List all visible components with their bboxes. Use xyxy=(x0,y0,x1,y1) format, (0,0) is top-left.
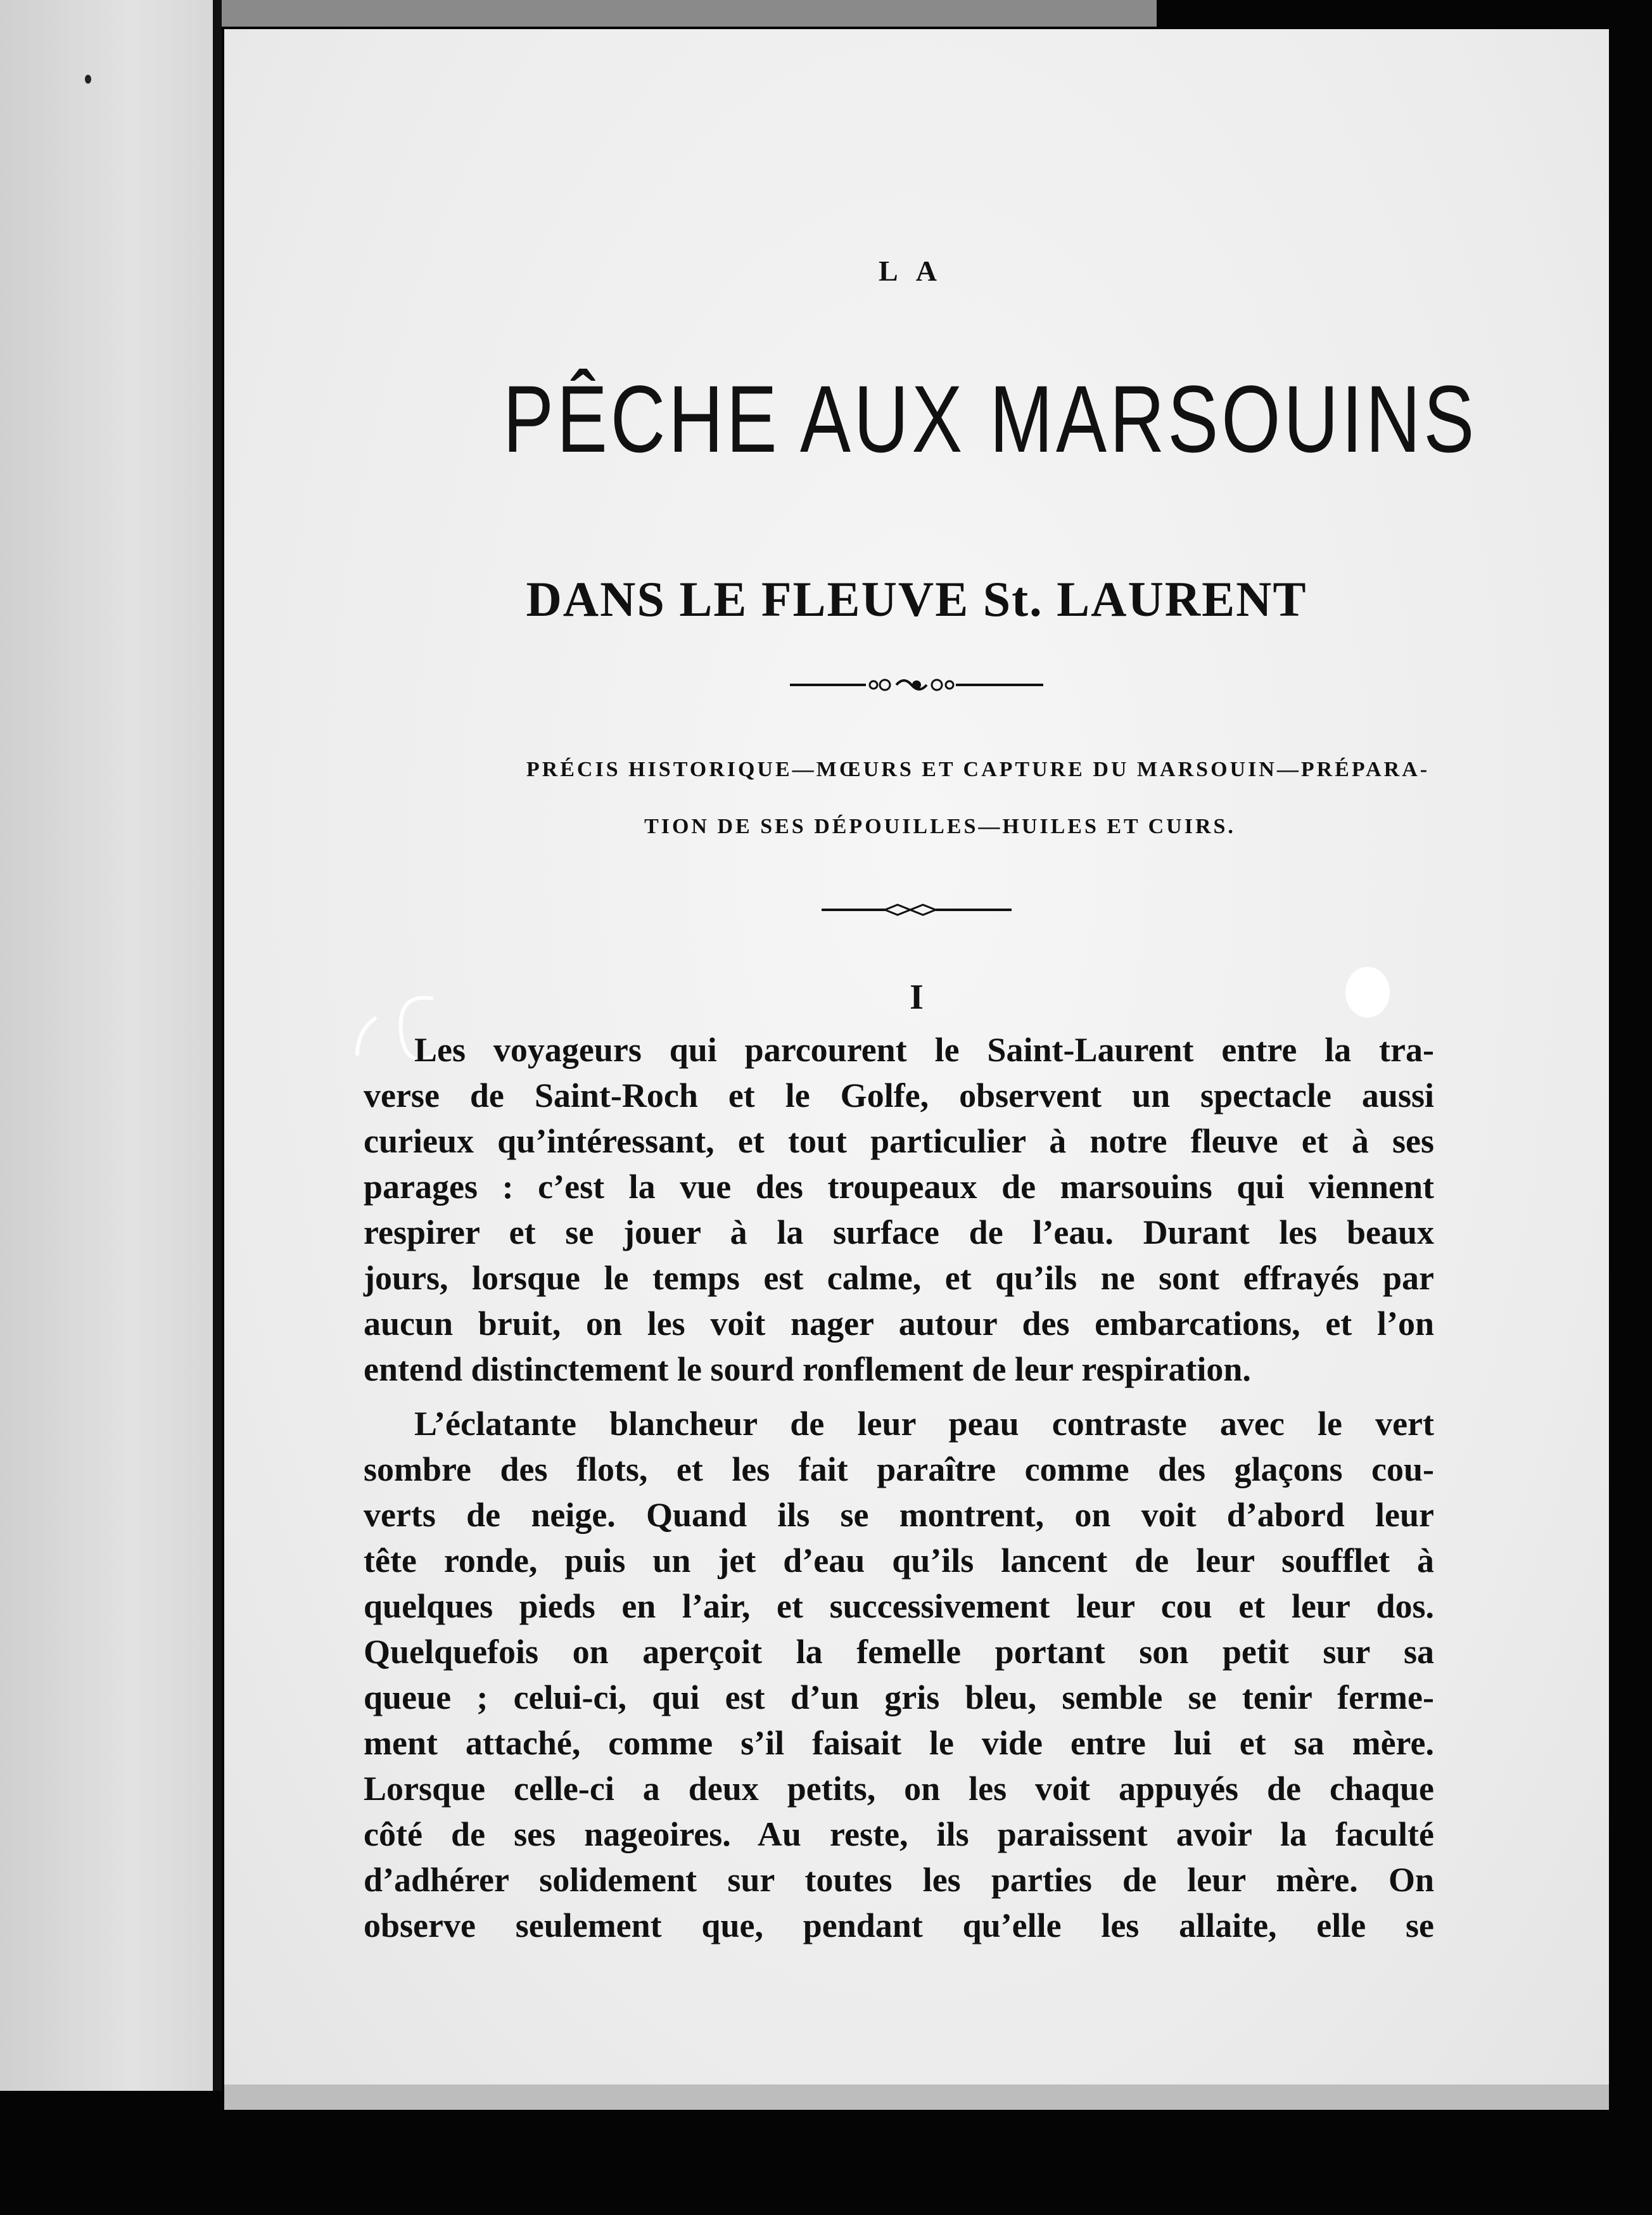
left-facing-page xyxy=(0,0,222,2091)
ornamental-rule-bottom xyxy=(822,900,1012,919)
text-line: parages : c’est la vue des troupeaux de marsouins qui viennent xyxy=(364,1168,1434,1206)
text-line: sombre des flots, et les fait paraître comme des glaçons cou- xyxy=(364,1450,1434,1488)
subtitle xyxy=(224,571,1609,628)
paper-speck xyxy=(1345,967,1390,1018)
top-scan-edge xyxy=(213,0,1157,27)
text-line: Quelquefois on aperçoit la femelle portant son petit sur sa xyxy=(364,1633,1434,1671)
text-line: Lorsque celle-ci a deux petits, on les voit appuyés de chaque xyxy=(364,1770,1434,1808)
bottom-page-edge xyxy=(224,2084,1609,2110)
text-line: tête ronde, puis un jet d’eau qu’ils lancent de leur soufflet à xyxy=(364,1542,1434,1580)
text-line: Les voyageurs qui parcourent le Saint-Laurent entre la tra- xyxy=(414,1031,1434,1069)
text-line: observe seulement que, pendant qu’elle les allaite, elle se xyxy=(364,1906,1434,1944)
ornamental-rule-top xyxy=(790,675,1043,694)
subtitle-part-1: DANS LE FLEUVE xyxy=(526,571,983,627)
summary-line-2: TION DE SES DÉPOUILLES—HUILES ET CUIRS. xyxy=(644,815,1236,838)
page-content xyxy=(224,29,1609,2088)
book-page xyxy=(224,29,1609,2088)
text-line: jours, lorsque le temps est calme, et qu’ils ne sont effrayés par xyxy=(364,1259,1434,1297)
text-line: d’adhérer solidement sur toutes les parties de leur mère. On xyxy=(364,1861,1434,1899)
text-line: verts de neige. Quand ils se montrent, on voit d’abord leur xyxy=(364,1496,1434,1534)
text-line: queue ; celui-ci, qui est d’un gris bleu, semble se tenir ferme- xyxy=(364,1678,1434,1716)
text-line: aucun bruit, on les voit nager autour des embarcations, et l’on xyxy=(364,1305,1434,1343)
text-line: verse de Saint-Roch et le Golfe, observent un spectacle aussi xyxy=(364,1076,1434,1114)
text-line: entend distinctement le sourd ronflement de leur respiration. xyxy=(364,1350,1251,1388)
dust-speck xyxy=(85,75,91,84)
page-gutter xyxy=(213,0,222,2091)
text-line: côté de ses nageoires. Au reste, ils paraissent avoir la faculté xyxy=(364,1815,1434,1853)
text-line: L’éclatante blancheur de leur peau contraste avec le vert xyxy=(414,1405,1434,1443)
subtitle-abbrev: St. xyxy=(982,571,1043,627)
summary-line-1: PRÉCIS HISTORIQUE—MŒURS ET CAPTURE DU MARSOUIN—PRÉPARA- xyxy=(526,758,1430,781)
text-line: ment attaché, comme s’il faisait le vide entre lui et sa mère. xyxy=(364,1724,1434,1762)
page-title: PÊCHE AUX MARSOUINS xyxy=(503,366,1478,472)
text-line: curieux qu’intéressant, et tout particulier à notre fleuve et à ses xyxy=(364,1122,1434,1160)
pre-title: LA xyxy=(879,255,955,287)
section-number: I xyxy=(910,978,924,1017)
text-line: quelques pieds en l’air, et successivement leur cou et leur dos. xyxy=(364,1587,1434,1625)
subtitle-part-2: LAURENT xyxy=(1043,571,1307,627)
text-line: respirer et se jouer à la surface de l’eau. Durant les beaux xyxy=(364,1213,1434,1251)
